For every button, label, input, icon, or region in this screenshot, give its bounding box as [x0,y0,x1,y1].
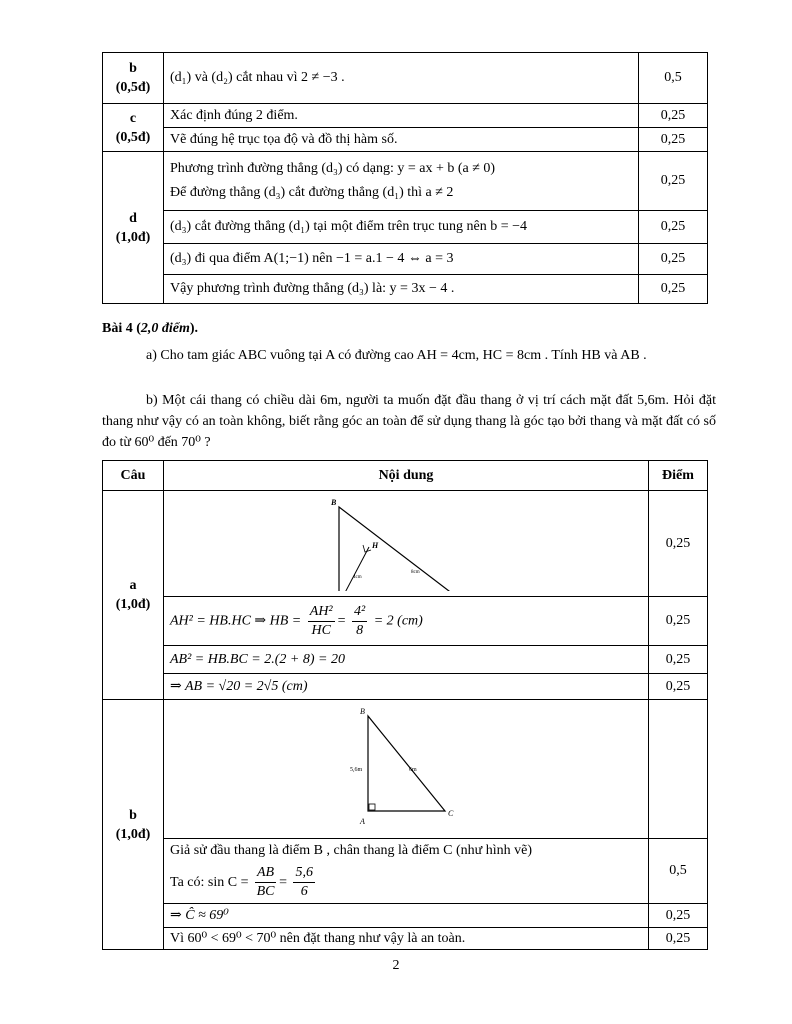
bai4-title: Bài 4 ( [102,321,141,336]
right-angle-h [363,545,371,552]
label-b: B [331,498,337,507]
frac1-den: BC [256,884,275,900]
label-b: B [360,707,365,716]
bai4-title-end: ). [189,321,199,336]
row-d-score-4: 0,25 [639,275,708,304]
frac2-den: 6 [300,884,308,900]
row-label: a [129,578,137,593]
row-points: (0,5đ) [115,80,151,95]
row-b-score-1: 0,5 [649,839,708,904]
row-c-line-2: Vẽ đúng hệ trục tọa độ và đồ thị hàm số. [164,128,639,152]
eq1-den1: HC [311,622,331,638]
row-d-score-1: 0,25 [639,152,708,211]
row-b-conclusion: Vì 60⁰ < 69⁰ < 70⁰ nên đặt thang như vậy là an toàn. [164,928,649,950]
row-c-score-2: 0,25 [639,128,708,152]
row-a-label-cell [103,491,164,700]
row-points: (1,0đ) [115,826,151,842]
frac2-num: 5,6 [293,864,315,883]
eq1-left: AH² = HB.HC ⇒ HB = [170,613,302,629]
eq1-num1: AH² [308,603,335,622]
eq1-fraction-1 [308,603,335,640]
bai4-points: 2,0 điểm [140,321,190,336]
row-b-explanation [164,839,649,904]
label-c: C [448,809,454,818]
label-ah-length: 4cm [353,575,362,580]
row-a-score-3: 0,25 [649,646,708,674]
ladder-triangle-figure [164,700,649,833]
sin-prefix: Ta có: sin C = [170,875,249,890]
row-d-line-5: Vậy phương trình đường thẳng (d₃) là: y = 3x − 4 . [164,275,639,304]
right-angle-a [369,804,375,810]
eq1-num2: 4² [352,603,367,622]
row-a-eq3: ⇒ AB = √20 = 2√5 (cm) [164,674,649,700]
row-b-score-2: 0,25 [649,904,708,928]
row-b-angle-eq: ⇒ Ĉ ≈ 69⁰ [164,904,649,928]
frac1-num: AB [255,864,276,883]
header-cau: Câu [103,461,164,491]
row-d-line-2: Để đường thẳng (d₃) cắt đường thẳng (d₁) thì a ≠ 2 [170,185,454,200]
bai4-heading [102,318,716,339]
triangle-abc-figure [164,491,649,591]
label-h: H [372,541,379,550]
row-d-line-3: (d₃) cắt đường thẳng (d₁) tại một điểm trên trục tung nên b = −4 [164,211,639,244]
solution-table-bai4 [102,460,708,950]
page-number: 2 [392,958,400,973]
sin-fraction-2 [293,864,315,901]
header-diem: Điểm [649,461,708,491]
row-b-score: 0,5 [639,53,708,104]
ladder-triangle [368,716,445,811]
row-a-score-4: 0,25 [649,674,708,700]
row-b-score-3: 0,25 [649,928,708,950]
row-a-figure-cell [164,491,649,597]
label-a: A [360,817,365,826]
header-noi-dung: Nội dung [164,461,649,491]
row-label: b [129,807,137,823]
row-b-label-cell-bai4 [103,700,164,950]
row-points: (1,0đ) [115,597,151,612]
row-a-score-1: 0,25 [649,491,708,597]
bai4-part-a: a) Cho tam giác ABC vuông tại A có đường cao AH = 4cm, HC = 8cm . Tính HB và AB . [146,348,647,363]
solution-table-bai3 [102,52,708,304]
sin-fraction-1 [255,864,276,901]
row-c-label-cell [103,104,164,152]
row-a-eq1: AH² = HB.HC ⇒ HB = $\frac{\text{AH²}}{HC}$ = $\frac{\text{4²}}{8}$ = 2 (cm) [164,597,649,646]
row-label: c [129,110,137,126]
row-points: (1,0đ) [115,229,151,245]
row-d-score-3: 0,25 [639,244,708,275]
bai4-part-b: b) Một cái thang có chiều dài 6m, người ta muốn đặt đầu thang ở vị trí cách mặt đất 5,6m. Hỏi đặt thang như vậy có an toàn không, biết rằng góc an toàn để sử dụng thang là góc tạo bởi thang và mặt đất có số đo từ 60⁰ đến 70⁰ ? [102,393,716,450]
eq1-fraction-2 [352,603,367,640]
row-b-sin-line: Ta có: sin C = $\frac{AB}{BC}$ = $\frac{5,6}{6}$ [170,865,313,900]
row-b-content: (d₁) và (d₂) cắt nhau vì 2 ≠ −3 . [164,53,639,104]
label-ab-length: 5,6m [350,767,363,773]
row-d-content-1 [164,152,639,211]
row-b-figure-cell [164,700,649,839]
row-b-text-1: Giả sử đầu thang là điểm B , chân thang là điểm C (như hình vẽ) [170,843,532,858]
row-b-label-cell [103,53,164,104]
row-d-label-cell [103,152,164,304]
eq1-right: = 2 (cm) [373,613,423,629]
row-points: (0,5đ) [115,129,151,145]
row-a-score-2: 0,25 [649,597,708,646]
label-hc-length: 8cm [411,570,420,575]
label-bc-length: 6m [409,767,417,773]
row-a-eq2: AB² = HB.BC = 2.(2 + 8) = 20 [164,646,649,674]
row-d-line-4: (d₃) đi qua điểm A(1;−1) nên −1 = a.1 − 4 ⇔ a = 3 [164,244,639,275]
row-label: d [129,210,137,226]
row-d-line-1: Phương trình đường thẳng (d₃) có dạng: y = ax + b (a ≠ 0) [170,161,496,176]
altitude-ah [339,547,369,591]
eq1-den2: 8 [356,622,364,638]
row-label: b [129,61,137,76]
row-c-line-1: Xác định đúng 2 điểm. [164,104,639,128]
row-b-figure-score-empty [649,700,708,839]
row-d-score-2: 0,25 [639,211,708,244]
row-c-score-1: 0,25 [639,104,708,128]
